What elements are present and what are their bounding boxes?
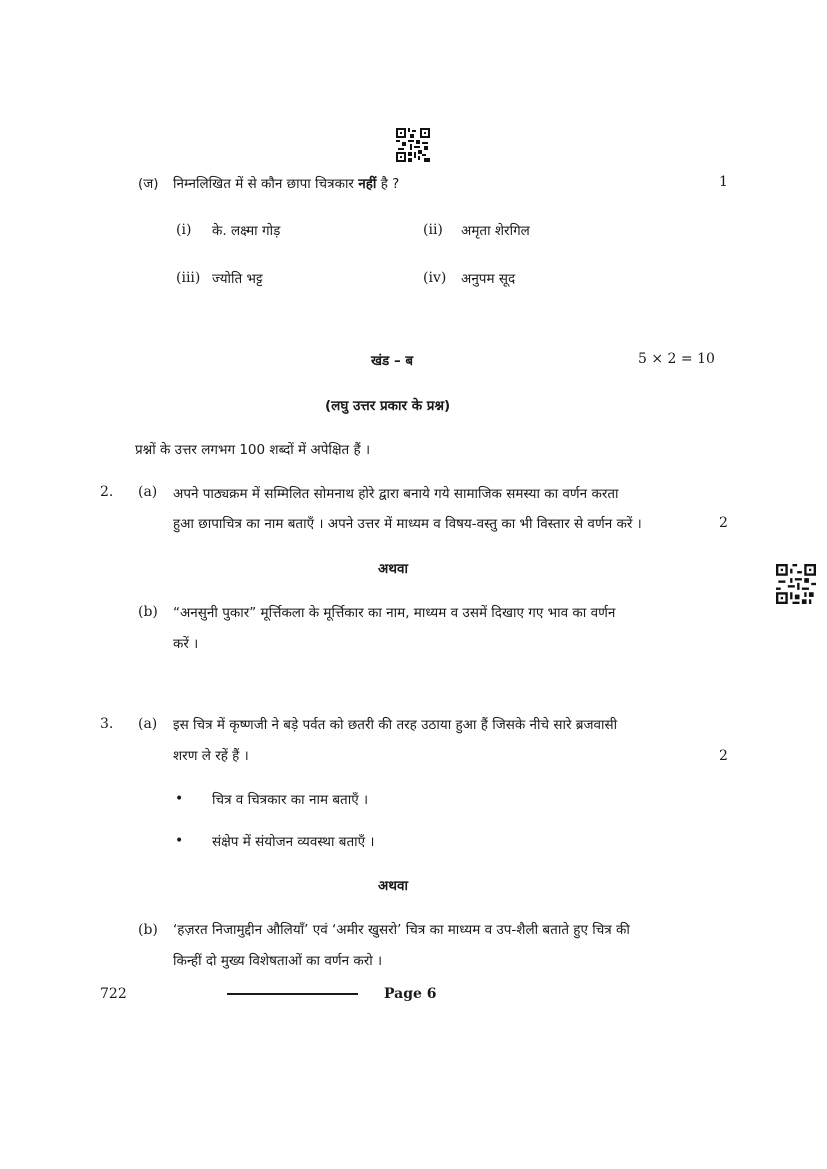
q3-bullet-dot-1: •	[175, 791, 184, 807]
section-marks: 5 × 2 = 10	[638, 351, 715, 367]
section-subtitle: (लघु उत्तर प्रकार के प्रश्न)	[325, 398, 451, 414]
q1j-marks: 1	[719, 174, 728, 190]
q3-a-label: (a)	[138, 716, 158, 732]
footer-divider	[227, 993, 358, 995]
q3-bullet-2: संक्षेप में संयोजन व्यवस्था बताएँ ।	[212, 834, 375, 850]
q1j-option-num-2: (ii)	[423, 222, 443, 238]
qr-code-side	[776, 564, 816, 604]
q2-b-label: (b)	[138, 604, 158, 620]
footer-code: 722	[100, 986, 127, 1002]
q1j-question	[173, 174, 399, 192]
q3-b-label: (b)	[138, 922, 158, 938]
q3-bullet-dot-2: •	[175, 833, 184, 849]
q2-a-line2: हुआ छापाचित्र का नाम बताएँ । अपने उत्तर में माध्यम व विषय-वस्तु का भी विस्तार से वर्णन करें ।	[173, 516, 642, 532]
q2-marks: 2	[719, 515, 728, 531]
q1j-option-num-1: (i)	[176, 222, 192, 238]
q3-number: 3.	[100, 716, 114, 732]
q3-b-line1: ‘हज़रत निजामुद्दीन औलियाँ’ एवं ‘अमीर खुसरो’ चित्र का माध्यम व उप-शैली बताते हुए चित्र की	[173, 922, 630, 938]
section-title: खंड – ब	[371, 353, 414, 369]
q3-b-line2: किन्हीं दो मुख्य विशेषताओं का वर्णन करो ।	[173, 953, 383, 969]
q1j-option-text-1: के. लक्ष्मा गोड़	[212, 223, 281, 239]
q2-number: 2.	[100, 484, 114, 500]
q3-bullet-1: चित्र व चित्रकार का नाम बताएँ ।	[212, 792, 369, 808]
q2-or: अथवा	[378, 561, 408, 577]
q1j-option-text-3: ज्योति भट्ट	[212, 271, 263, 287]
q1j-option-num-4: (iv)	[423, 270, 447, 286]
section-instruction: प्रश्नों के उत्तर लगभग 100 शब्दों में अपेक्षित हैं ।	[135, 442, 371, 458]
q2-b-line1: “अनसुनी पुकार” मूर्त्तिकला के मूर्त्तिकार का नाम, माध्यम व उसमें दिखाए गए भाव का वर्णन	[173, 605, 616, 621]
q1j-text-a: निम्नलिखित में से कौन छापा चित्रकार	[173, 176, 359, 192]
q3-a-line1: इस चित्र में कृष्णजी ने बड़े पर्वत को छतरी की तरह उठाया हुआ हैं जिसके नीचे सारे ब्रजवासी	[173, 717, 618, 733]
q3-a-line2: शरण ले रहें हैं ।	[173, 748, 249, 764]
q1j-option-text-4: अनुपम सूद	[461, 271, 516, 287]
q1j-label: (ज)	[138, 176, 159, 192]
q3-marks: 2	[719, 748, 728, 764]
q2-a-label: (a)	[138, 484, 158, 500]
q2-a-line1: अपने पाठ्यक्रम में सम्मिलित सोमनाथ होरे द्वारा बनाये गये सामाजिक समस्या का वर्णन करता	[173, 486, 619, 502]
q1j-text-c: है ?	[376, 176, 400, 192]
qr-code-top	[396, 128, 430, 162]
q1j-text-emphasis: नहीं	[358, 176, 377, 192]
q1j-option-text-2: अमृता शेरगिल	[461, 223, 530, 239]
q1j-option-num-3: (iii)	[176, 270, 201, 286]
footer-page: Page 6	[384, 986, 437, 1002]
q3-or: अथवा	[378, 878, 408, 894]
q2-b-line2: करें ।	[173, 636, 199, 652]
